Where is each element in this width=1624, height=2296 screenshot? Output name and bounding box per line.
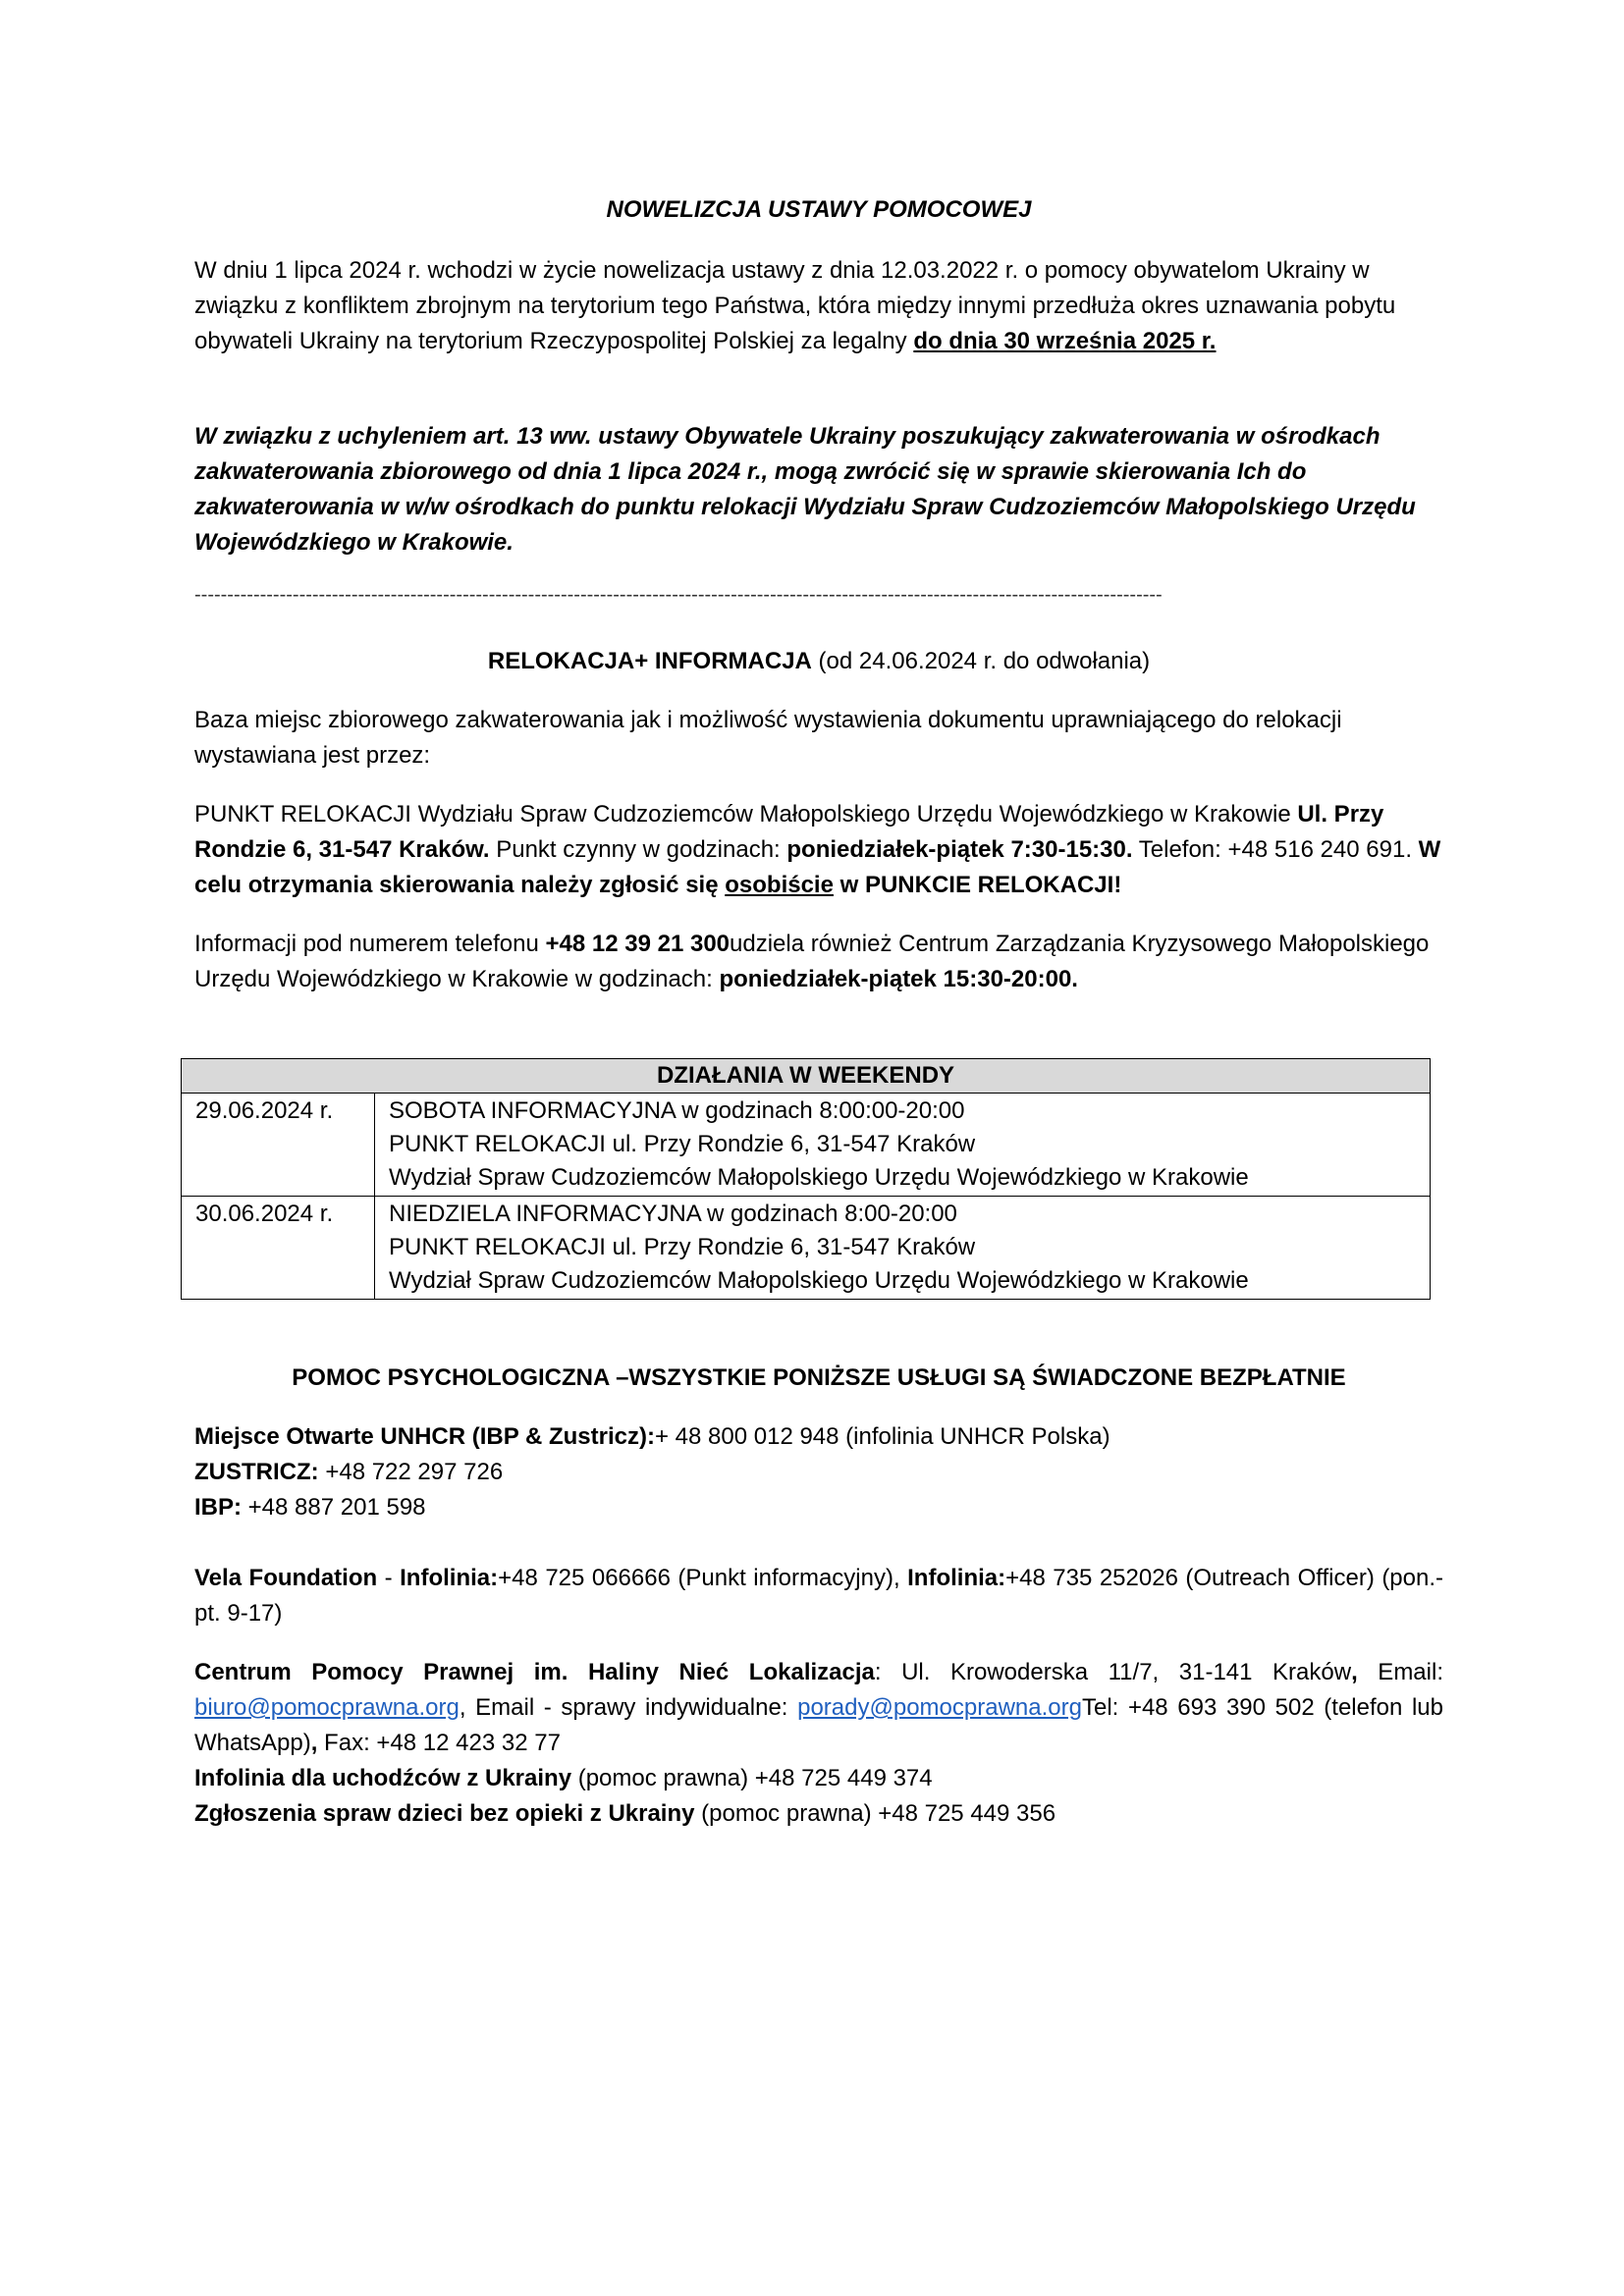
- notice-paragraph: [194, 419, 1443, 561]
- relocation-paragraph-3: [194, 927, 1443, 997]
- vela-hotline-label-2: Infolinia:: [907, 1565, 1006, 1591]
- relocation-paragraph-1: [194, 703, 1443, 774]
- legal-aid-email2-link[interactable]: porady@pomocprawna.org: [797, 1694, 1082, 1721]
- relocation-phone: Telefon: +48 516 240 691.: [1132, 836, 1419, 863]
- psych-heading-text: POMOC PSYCHOLOGICZNA –WSZYSTKIE PONIŻSZE USŁUGI SĄ ŚWIADCZONE BEZPŁATNIE: [292, 1364, 1346, 1391]
- vela-hotline-label: Infolinia:: [400, 1565, 499, 1591]
- info-phone-label: Informacji pod numerem telefonu: [194, 931, 546, 957]
- intro-paragraph: [194, 253, 1443, 359]
- weekend-detail-line: SOBOTA INFORMACYJNA w godzinach 8:00:00-20:00: [389, 1097, 965, 1124]
- legal-aid-fax: Fax: +48 12 423 32 77: [317, 1730, 561, 1756]
- table-row: [182, 1197, 1431, 1300]
- ibp-contact: [194, 1490, 1443, 1525]
- legal-aid-address: : Ul. Krowoderska 11/7, 31-141 Kraków: [874, 1659, 1352, 1685]
- relocation-point-name: PUNKT RELOKACJI Wydziału Spraw Cudzoziemców Małopolskiego Urzędu Wojewódzkiego w Krakowie: [194, 801, 1298, 828]
- table-row: [182, 1094, 1431, 1197]
- vela-name: Vela Foundation: [194, 1565, 378, 1591]
- page-title-text: NOWELIZCJA USTAWY POMOCOWEJ: [606, 196, 1032, 223]
- relocation-address: Ul. Przy Rondzie 6, 31-547 Kraków.: [194, 801, 1384, 863]
- relocation-para1-text: Baza miejsc zbiorowego zakwaterowania jak i możliwość wystawienia dokumentu uprawniającego do relokacji wystawiana jest przez:: [194, 707, 1342, 769]
- vela-separator: -: [377, 1565, 401, 1591]
- psych-heading: [194, 1361, 1443, 1396]
- weekend-detail-line: Wydział Spraw Cudzoziemców Małopolskiego Urzędu Wojewódzkiego w Krakowie: [389, 1164, 1249, 1191]
- zustricz-label: ZUSTRICZ:: [194, 1459, 319, 1485]
- relocation-hours-label: Punkt czynny w godzinach:: [489, 836, 787, 863]
- weekend-date-sunday: 30.06.2024 r.: [182, 1197, 375, 1300]
- legal-aid-comma: ,: [1351, 1659, 1358, 1685]
- relocation-instruction-end: w PUNKCIE RELOKACJI!: [833, 872, 1122, 898]
- weekend-details-sunday: [375, 1197, 1431, 1300]
- vela-hotline-info: +48 725 066666 (Punkt informacyjny),: [498, 1565, 908, 1591]
- weekend-table: [181, 1058, 1431, 1300]
- psych-contacts: [194, 1419, 1443, 1525]
- legal-aid-email-label: Email:: [1357, 1659, 1443, 1685]
- legal-aid-comma-2: ,: [310, 1730, 318, 1756]
- legal-stay-deadline: do dnia 30 września 2025 r.: [913, 328, 1217, 354]
- zustricz-contact: [194, 1455, 1443, 1490]
- vela-hotline-outreach: +48 735 252026 (Outreach Officer) (pon.-pt. 9-17): [194, 1565, 1444, 1627]
- relocation-hours: poniedziałek-piątek 7:30-15:30.: [786, 836, 1133, 863]
- separator-line: ----------------------------------------------------------------------------------------------------------------------------------------------------: [194, 584, 1163, 606]
- weekend-detail-line: Wydział Spraw Cudzoziemców Małopolskiego Urzędu Wojewódzkiego w Krakowie: [389, 1267, 1249, 1294]
- weekend-details-saturday: [375, 1094, 1431, 1197]
- relocation-paragraph-2: [194, 797, 1443, 903]
- relocation-heading-period: (od 24.06.2024 r. do odwołania): [811, 648, 1151, 674]
- legal-aid-contact: [194, 1655, 1443, 1761]
- intro-text: W dniu 1 lipca 2024 r. wchodzi w życie nowelizacja ustawy z dnia 12.03.2022 r. o pomocy obywatelom Ukrainy w związku z konfliktem zbrojnym na terytorium tego Państwa, która między innymi przedłuża okres uznawania pobytu obywateli Ukrainy na terytorium Rzeczypospolitej Polskiej za legalny: [194, 257, 1396, 354]
- relocation-heading-bold: RELOKACJA+ INFORMACJA: [487, 648, 812, 674]
- legal-aid-name: Centrum Pomocy Prawnej im. Haliny Nieć Lokalizacja: [194, 1659, 875, 1685]
- unaccompanied-children-hotline: [194, 1796, 1443, 1832]
- vela-contact: [194, 1561, 1443, 1631]
- weekend-table-header: DZIAŁANIA W WEEKENDY: [182, 1059, 1431, 1094]
- ibp-label: IBP:: [194, 1494, 242, 1521]
- weekend-date-saturday: 29.06.2024 r.: [182, 1094, 375, 1197]
- weekend-table-header-row: [182, 1059, 1431, 1094]
- children-hotline-phone: (pomoc prawna) +48 725 449 356: [694, 1800, 1056, 1827]
- refugee-hotline: [194, 1761, 1443, 1796]
- legal-aid-email2-label: , Email - sprawy indywidualne:: [459, 1694, 798, 1721]
- refugee-hotline-label: Infolinia dla uchodźców z Ukrainy: [194, 1765, 572, 1791]
- zustricz-phone: +48 722 297 726: [318, 1459, 504, 1485]
- weekend-detail-line: PUNKT RELOKACJI ul. Przy Rondzie 6, 31-547 Kraków: [389, 1234, 976, 1260]
- refugee-hotline-phone: (pomoc prawna) +48 725 449 374: [571, 1765, 933, 1791]
- weekend-detail-line: PUNKT RELOKACJI ul. Przy Rondzie 6, 31-547 Kraków: [389, 1131, 976, 1157]
- relocation-heading: [194, 644, 1443, 679]
- notice-text: W związku z uchyleniem art. 13 ww. ustawy Obywatele Ukrainy poszukujący zakwaterowania w ośrodkach zakwaterowania zbiorowego od dnia 1 lipca 2024 r., mogą zwrócić się w sprawie skierowania Ich do zakwaterowania w w/w ośrodkach do punktu relokacji Wydziału Spraw Cudzoziemców Małopolskiego Urzędu Wojewódzkiego w Krakowie.: [194, 423, 1416, 556]
- unhcr-label: Miejsce Otwarte UNHCR (IBP & Zustricz):: [194, 1423, 655, 1450]
- unhcr-phone: + 48 800 012 948 (infolinia UNHCR Polska): [654, 1423, 1110, 1450]
- weekend-detail-line: NIEDZIELA INFORMACYJNA w godzinach 8:00-20:00: [389, 1201, 957, 1227]
- unhcr-contact: [194, 1419, 1443, 1455]
- info-crisis-hours: poniedziałek-piątek 15:30-20:00.: [719, 966, 1078, 992]
- info-phone-number: +48 12 39 21 300: [545, 931, 731, 957]
- legal-aid-email-link[interactable]: biuro@pomocprawna.org: [194, 1694, 460, 1721]
- relocation-instruction: W celu otrzymania skierowania należy zgłosić się: [194, 836, 1441, 898]
- children-hotline-label: Zgłoszenia spraw dzieci bez opieki z Ukrainy: [194, 1800, 695, 1827]
- page-title: [194, 192, 1443, 228]
- legal-hotlines: [194, 1761, 1443, 1832]
- relocation-in-person: osobiście: [725, 872, 834, 898]
- info-crisis-center: udziela również Centrum Zarządzania Kryzysowego Małopolskiego Urzędu Wojewódzkiego w Krakowie w godzinach:: [194, 931, 1430, 992]
- legal-aid-phone: Tel: +48 693 390 502 (telefon lub WhatsApp): [194, 1694, 1443, 1756]
- ibp-phone: +48 887 201 598: [242, 1494, 426, 1521]
